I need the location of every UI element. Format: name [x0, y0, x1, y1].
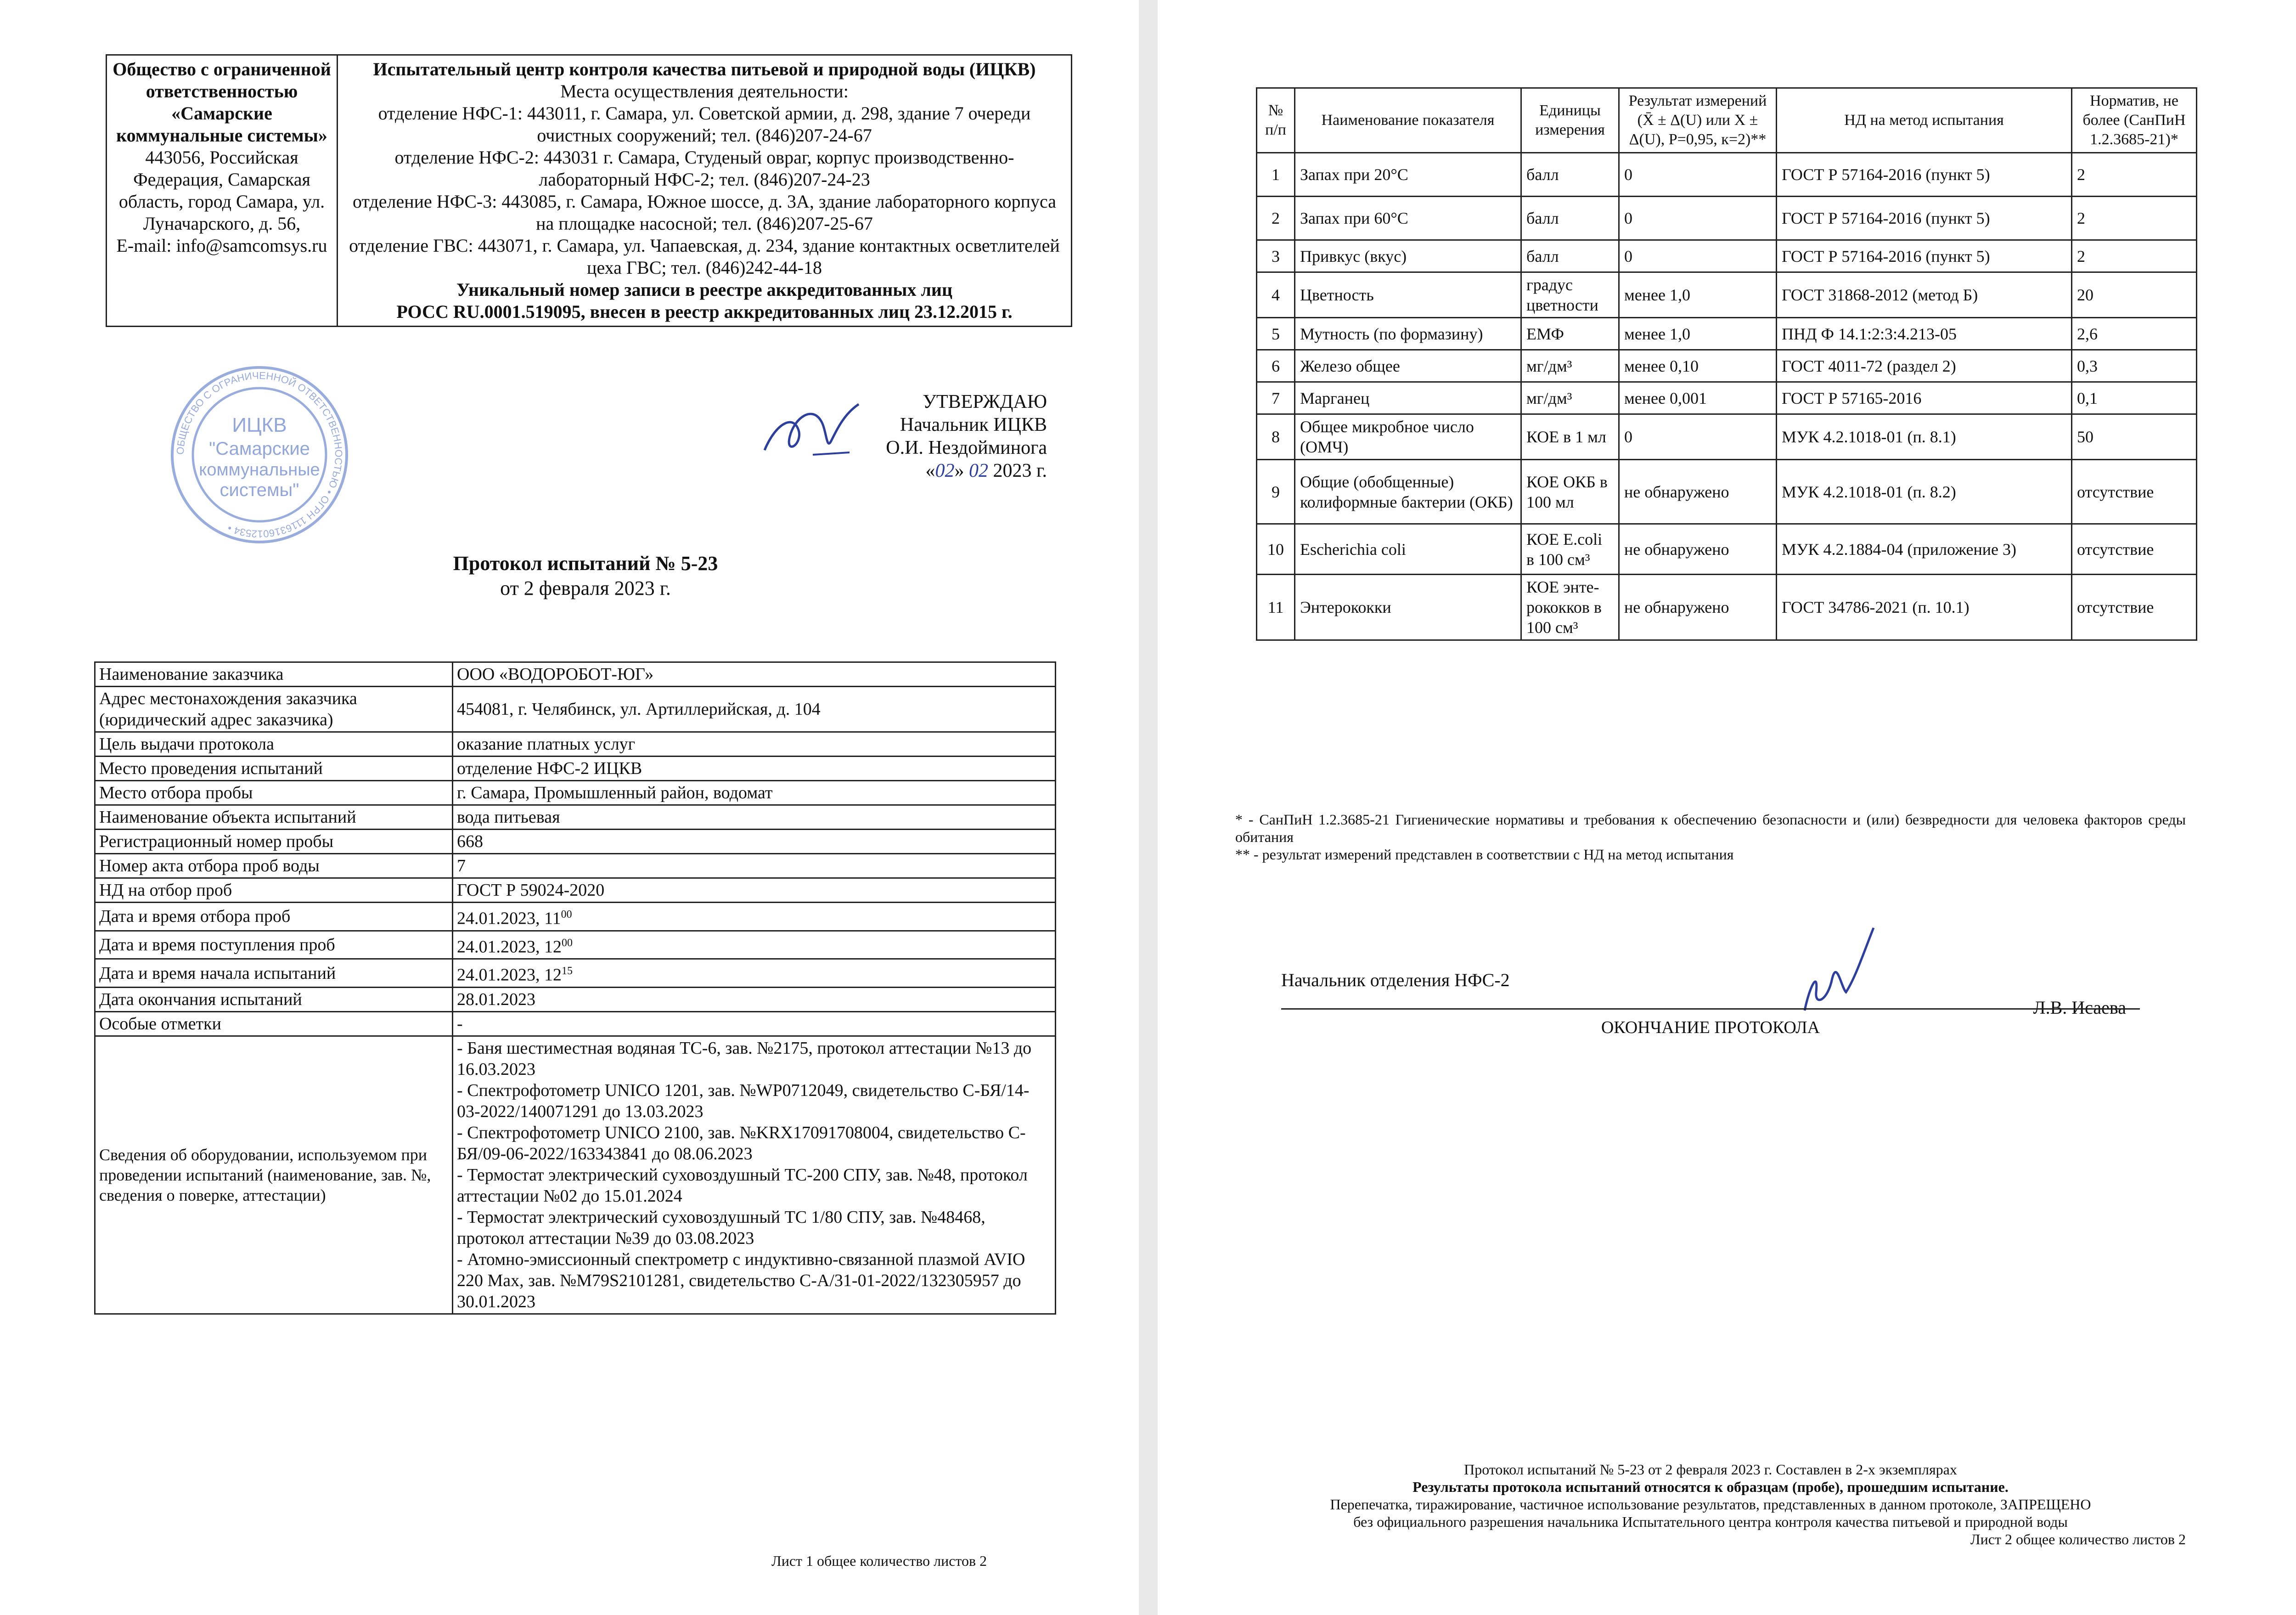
info-value-text: ООО «ВОДОРОБОТ-ЮГ» — [457, 665, 654, 684]
footer-line-4: без официального разрешения начальника Испытательного центра контроля качества питьевой и природной воды — [1353, 1513, 2068, 1530]
result-row — [1257, 460, 2197, 524]
stamp-line-4: системы" — [219, 480, 299, 500]
info-value — [453, 987, 1056, 1011]
organization-header — [106, 54, 1072, 327]
info-label: Дата окончания испытаний — [95, 987, 453, 1011]
equipment-row — [95, 1036, 1056, 1314]
header-num: № п/п — [1257, 88, 1295, 153]
info-label: Адрес местонахождения заказчика (юридический адрес заказчика) — [95, 687, 453, 732]
page-2-footer — [1217, 1461, 2204, 1548]
result-n: 9 — [1257, 460, 1295, 524]
info-row — [95, 805, 1056, 830]
info-row — [95, 732, 1056, 757]
result-n: 4 — [1257, 272, 1295, 318]
result-name: Запах при 20°С — [1295, 153, 1521, 197]
equipment-item: - Атомно-эмиссионный спектрометр с индуктивно-связанной плазмой AVIO 220 Max, зав. №M79S2101281, свидетельство С-А/31-01-2022/132305957 до 30.01.2023 — [457, 1249, 1025, 1311]
info-value-text: - — [457, 1014, 463, 1033]
result-result: менее 1,0 — [1619, 272, 1777, 318]
equipment-item: - Термостат электрический суховоздушный ТС-200 СПУ, зав. №48, протокол аттестации №02 до 15.01.2024 — [457, 1165, 1028, 1206]
result-unit: КОЕ ОКБ в 100 мл — [1521, 460, 1619, 524]
info-value-text: вода питьевая — [457, 808, 560, 827]
info-value — [453, 854, 1056, 878]
protocol-info-table — [94, 661, 1056, 1315]
result-norm: 2 — [2072, 197, 2197, 240]
results-table — [1256, 87, 2197, 641]
equipment-list — [453, 1036, 1056, 1314]
org-right-cell — [338, 55, 1072, 327]
registry-line-2: РОСС RU.0001.519095, внесен в реестр аккредитованных лиц 23.12.2015 г. — [396, 301, 1013, 322]
org-email: E-mail: info@samcomsys.ru — [116, 235, 327, 256]
result-n: 11 — [1257, 575, 1295, 640]
footer-line-2: Результаты протокола испытаний относятся к образцам (пробе), прошедшим испытание. — [1412, 1479, 2009, 1495]
info-label: Особые отметки — [95, 1011, 453, 1036]
approve-word: УТВЕРЖДАЮ — [923, 391, 1047, 412]
result-row — [1257, 240, 2197, 272]
result-norm: 50 — [2072, 414, 2197, 460]
result-norm: отсутствие — [2072, 575, 2197, 640]
result-unit: КОЕ энте-рококков в 100 см³ — [1521, 575, 1619, 640]
result-result: 0 — [1619, 414, 1777, 460]
result-method: МУК 4.2.1018-01 (п. 8.1) — [1777, 414, 2072, 460]
approval-month: 02 — [969, 460, 988, 481]
result-unit: градус цветности — [1521, 272, 1619, 318]
info-label: Номер акта отбора проб воды — [95, 854, 453, 878]
info-value — [453, 687, 1056, 732]
branch-1: отделение НФС-1: 443011, г. Самара, ул. Советской армии, д. 298, здание 7 очереди очистных сооружений; тел. (846)207-24-67 — [378, 103, 1031, 146]
footnotes — [1235, 811, 2186, 863]
equipment-item: - Спектрофотометр UNICO 2100, зав. №KRX17091708004, свидетельство С-БЯ/09-06-2022/163343841 до 08.06.2023 — [457, 1123, 1026, 1163]
result-unit: КОЕ в 1 мл — [1521, 414, 1619, 460]
result-name: Привкус (вкус) — [1295, 240, 1521, 272]
result-method: ГОСТ Р 57164-2016 (пункт 5) — [1777, 153, 2072, 197]
result-unit: балл — [1521, 240, 1619, 272]
result-n: 7 — [1257, 382, 1295, 414]
result-norm: 0,1 — [2072, 382, 2197, 414]
info-value-text: 454081, г. Челябинск, ул. Артиллерийская, д. 104 — [457, 700, 821, 719]
protocol-heading — [321, 551, 850, 601]
end-divider — [1281, 1008, 2140, 1010]
result-name: Марганец — [1295, 382, 1521, 414]
info-value — [453, 662, 1056, 687]
info-row — [95, 781, 1056, 805]
info-value-text: г. Самара, Промышленный район, водомат — [457, 783, 773, 802]
result-result: менее 1,0 — [1619, 318, 1777, 350]
stamp-line-3: коммунальные — [199, 460, 320, 480]
result-method: ГОСТ 4011-72 (раздел 2) — [1777, 350, 2072, 382]
page-1 — [0, 0, 1139, 1615]
result-method: ГОСТ 31868-2012 (метод Б) — [1777, 272, 2072, 318]
results-header-row — [1257, 88, 2197, 153]
approval-date: «02» 02 2023 г. — [925, 460, 1047, 481]
info-value-time-minutes: 15 — [562, 965, 573, 977]
equipment-item: - Баня шестиместная водяная ТС-6, зав. №2175, протокол аттестации №13 до 16.03.2023 — [457, 1038, 1032, 1079]
result-n: 3 — [1257, 240, 1295, 272]
result-name: Мутность (по формазину) — [1295, 318, 1521, 350]
info-value — [453, 931, 1056, 959]
result-row — [1257, 382, 2197, 414]
org-address: 443056, Российская Федерация, Самарская область, город Самара, ул. Луначарского, д. 56, — [118, 147, 325, 234]
sheet-number-2: Лист 2 общее количество листов 2 — [1970, 1531, 2186, 1547]
info-value-text: ГОСТ Р 59024-2020 — [457, 881, 605, 900]
info-label: Место отбора пробы — [95, 781, 453, 805]
result-unit: мг/дм³ — [1521, 382, 1619, 414]
result-norm: 2 — [2072, 240, 2197, 272]
footnote-2: ** - результат измерений представлен в соответствии с НД на метод испытания — [1235, 846, 1734, 863]
approver-name: О.И. Нездойминога — [886, 437, 1047, 458]
result-result: 0 — [1619, 240, 1777, 272]
end-of-protocol: ОКОНЧАНИЕ ПРОТОКОЛА — [1601, 1018, 1820, 1037]
organization-stamp — [168, 363, 351, 547]
header-name: Наименование показателя — [1295, 88, 1521, 153]
result-n: 2 — [1257, 197, 1295, 240]
header-result: Результат измерений (X̄ ± Δ(U) или X ± Δ(U), P=0,95, к=2)** — [1619, 88, 1777, 153]
result-unit: КОЕ E.coli в 100 см³ — [1521, 524, 1619, 575]
footer-line-1: Протокол испытаний № 5-23 от 2 февраля 2023 г. Составлен в 2-х экземплярах — [1464, 1461, 1957, 1478]
info-label: Наименование объекта испытаний — [95, 805, 453, 830]
equipment-item: - Спектрофотометр UNICO 1201, зав. №WP0712049, свидетельство С-БЯ/14-03-2022/140071291 до 13.03.2023 — [457, 1080, 1030, 1121]
result-method: ГОСТ Р 57164-2016 (пункт 5) — [1777, 197, 2072, 240]
result-row — [1257, 524, 2197, 575]
places-label: Места осуществления деятельности: — [560, 81, 849, 102]
info-row — [95, 1011, 1056, 1036]
equipment-item: - Термостат электрический суховоздушный ТС 1/80 СПУ, зав. №48468, протокол аттестации №39 до 03.08.2023 — [457, 1207, 985, 1248]
result-row — [1257, 197, 2197, 240]
info-value-text: 7 — [457, 856, 466, 875]
chief-position: Начальник отделения НФС-2 — [1281, 970, 1510, 990]
result-result: 0 — [1619, 153, 1777, 197]
info-value — [453, 757, 1056, 781]
result-norm: 20 — [2072, 272, 2197, 318]
result-unit: ЕМФ — [1521, 318, 1619, 350]
info-value-time-minutes: 00 — [561, 909, 572, 920]
header-norm: Норматив, не более (СанПиН 1.2.3685-21)* — [2072, 88, 2197, 153]
result-norm: 2 — [2072, 153, 2197, 197]
info-label: Наименование заказчика — [95, 662, 453, 687]
result-unit: мг/дм³ — [1521, 350, 1619, 382]
info-value — [453, 830, 1056, 854]
equipment-label: Сведения об оборудовании, используемом при проведении испытаний (наименование, зав. №, сведения о поверке, аттестации) — [95, 1036, 453, 1314]
org-name: Общество с ограниченной ответственностью «Самарские коммунальные системы» — [113, 59, 331, 146]
result-n: 5 — [1257, 318, 1295, 350]
branch-4: отделение ГВС: 443071, г. Самара, ул. Чапаевская, д. 234, здание контактных осветлителей цеха ГВС; тел. (846)242-44-18 — [349, 235, 1060, 278]
result-row — [1257, 350, 2197, 382]
footer-line-3: Перепечатка, тиражирование, частичное использование результатов, представленных в данном протоколе, ЗАПРЕЩЕНО — [1330, 1496, 2091, 1513]
result-name: Железо общее — [1295, 350, 1521, 382]
head-signature — [1791, 923, 1883, 1015]
info-value — [453, 959, 1056, 988]
org-left-cell — [107, 55, 338, 327]
result-result: менее 0,10 — [1619, 350, 1777, 382]
approval-year: 2023 г. — [993, 460, 1047, 481]
stamp-ring-text: ОБЩЕСТВО С ОГРАНИЧЕННОЙ ОТВЕТСТВЕННОСТЬЮ • ОГРН 1116316012534 • — [174, 369, 345, 540]
result-row — [1257, 318, 2197, 350]
result-method: МУК 4.2.1884-04 (приложение 3) — [1777, 524, 2072, 575]
result-norm: отсутствие — [2072, 460, 2197, 524]
chief-name: Л.В. Исаева — [2033, 997, 2126, 1018]
result-result: не обнаружено — [1619, 524, 1777, 575]
result-row — [1257, 575, 2197, 640]
info-label: Дата и время начала испытаний — [95, 959, 453, 988]
footnote-1: * - СанПиН 1.2.3685-21 Гигиенические нормативы и требования к обеспечению безопасности и (или) безвредности для человека факторов среды обитания — [1235, 811, 2186, 845]
branch-2: отделение НФС-2: 443031 г. Самара, Студеный овраг, корпус производственно-лабораторный НФС-2; тел. (846)207-24-23 — [394, 147, 1014, 190]
protocol-title: Протокол испытаний № 5-23 — [453, 552, 718, 575]
header-method: НД на метод испытания — [1777, 88, 2072, 153]
sheet-number-1: Лист 1 общее количество листов 2 — [771, 1553, 987, 1569]
result-n: 10 — [1257, 524, 1295, 575]
result-n: 6 — [1257, 350, 1295, 382]
info-value-text: 24.01.2023, 11 — [457, 909, 561, 928]
result-result: не обнаружено — [1619, 575, 1777, 640]
result-name: Цветность — [1295, 272, 1521, 318]
result-method: ПНД Ф 14.1:2:3:4.213-05 — [1777, 318, 2072, 350]
approval-day: 02 — [935, 460, 955, 481]
result-name: Запах при 60°С — [1295, 197, 1521, 240]
approval-block — [726, 390, 1047, 482]
result-method: ГОСТ Р 57164-2016 (пункт 5) — [1777, 240, 2072, 272]
result-n: 1 — [1257, 153, 1295, 197]
result-row — [1257, 153, 2197, 197]
info-label: Регистрационный номер пробы — [95, 830, 453, 854]
stamp-line-2: "Самарские — [209, 439, 310, 459]
registry-line-1: Уникальный номер записи в реестре аккредитованных лиц — [456, 279, 953, 300]
result-norm: 2,6 — [2072, 318, 2197, 350]
info-row — [95, 959, 1056, 988]
result-row — [1257, 272, 2197, 318]
result-norm: 0,3 — [2072, 350, 2197, 382]
result-row — [1257, 414, 2197, 460]
info-row — [95, 931, 1056, 959]
info-value-text: 24.01.2023, 12 — [457, 965, 562, 985]
approver-position: Начальник ИЦКВ — [900, 414, 1047, 435]
result-result: 0 — [1619, 197, 1777, 240]
header-unit: Единицы измерения — [1521, 88, 1619, 153]
result-norm: отсутствие — [2072, 524, 2197, 575]
info-row — [95, 662, 1056, 687]
result-n: 8 — [1257, 414, 1295, 460]
result-result: менее 0,001 — [1619, 382, 1777, 414]
info-label: Дата и время отбора проб — [95, 903, 453, 931]
info-value — [453, 732, 1056, 757]
info-value — [453, 903, 1056, 931]
info-row — [95, 878, 1056, 903]
info-value — [453, 805, 1056, 830]
info-label: Цель выдачи протокола — [95, 732, 453, 757]
info-value-time-minutes: 00 — [562, 937, 573, 949]
result-method: МУК 4.2.1018-01 (п. 8.2) — [1777, 460, 2072, 524]
result-unit: балл — [1521, 197, 1619, 240]
info-row — [95, 687, 1056, 732]
info-label: НД на отбор проб — [95, 878, 453, 903]
info-value-text: 24.01.2023, 12 — [457, 937, 562, 957]
result-name: Escherichia coli — [1295, 524, 1521, 575]
info-row — [95, 830, 1056, 854]
branch-3: отделение НФС-3: 443085, г. Самара, Южное шоссе, д. 3А, здание лабораторного корпуса на площадке насосной; тел. (846)207-25-67 — [352, 191, 1057, 234]
info-value-text: отделение НФС-2 ИЦКВ — [457, 759, 642, 778]
info-value — [453, 878, 1056, 903]
result-unit: балл — [1521, 153, 1619, 197]
result-name: Общие (обобщенные) колиформные бактерии (ОКБ) — [1295, 460, 1521, 524]
info-row — [95, 987, 1056, 1011]
info-value-text: 668 — [457, 832, 483, 851]
result-method: ГОСТ 34786-2021 (п. 10.1) — [1777, 575, 2072, 640]
lab-title: Испытательный центр контроля качества питьевой и природной воды (ИЦКВ) — [373, 59, 1036, 79]
info-row — [95, 903, 1056, 931]
info-value — [453, 781, 1056, 805]
info-value — [453, 1011, 1056, 1036]
result-name: Общее микробное число (ОМЧ) — [1295, 414, 1521, 460]
info-value-text: оказание платных услуг — [457, 734, 636, 754]
protocol-date: от 2 февраля 2023 г. — [500, 577, 671, 599]
info-value-text: 28.01.2023 — [457, 989, 535, 1009]
info-label: Дата и время поступления проб — [95, 931, 453, 959]
result-name: Энтерококки — [1295, 575, 1521, 640]
info-label: Место проведения испытаний — [95, 757, 453, 781]
stamp-center-text: ИЦКВ — [232, 414, 287, 436]
result-method: ГОСТ Р 57165-2016 — [1777, 382, 2072, 414]
info-row — [95, 757, 1056, 781]
info-row — [95, 854, 1056, 878]
result-result: не обнаружено — [1619, 460, 1777, 524]
